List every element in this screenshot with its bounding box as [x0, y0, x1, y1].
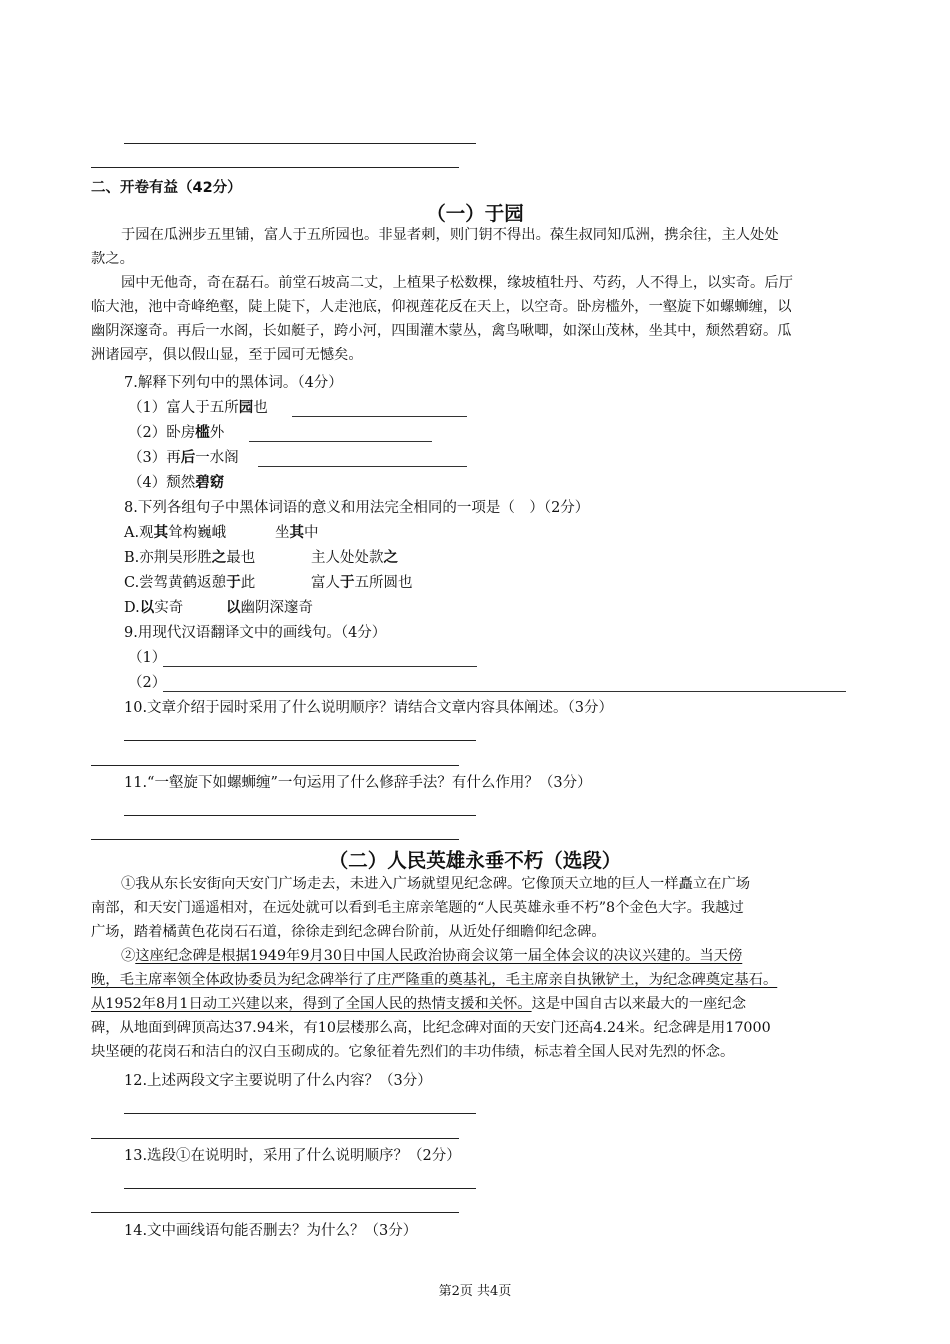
passage-paragraph [91, 271, 793, 367]
section-title: 二、开卷有益（42分） [91, 180, 242, 196]
text-line: ①我从东长安街向天安门广场走去，未进入广场就望见纪念碑。它像顶天立地的巨人一样矗立在广场 [121, 876, 751, 892]
option-d[interactable] [124, 597, 183, 619]
answer-blank[interactable] [163, 691, 846, 692]
passage-title: （二）人民英雄永垂不朽（选段） [328, 849, 622, 872]
q9-item: （2） [128, 675, 167, 691]
answer-line[interactable] [124, 143, 476, 144]
question-8: 8.下列各组句子中黑体词语的意义和用法完全相同的一项是（ ）（2分） [124, 500, 590, 516]
answer-line[interactable] [124, 740, 476, 741]
bold-word: 之 [383, 550, 398, 566]
answer-blank[interactable] [258, 466, 467, 467]
option-d-second [226, 597, 313, 619]
option-text: C.尝驾黄鹤返憩 [124, 575, 227, 591]
option-text: 实奇 [154, 600, 184, 616]
passage-title: （一）于园 [426, 202, 524, 225]
answer-line[interactable] [124, 1113, 476, 1114]
question-12: 12.上述两段文字主要说明了什么内容？（3分） [124, 1073, 432, 1089]
q7-item [128, 472, 224, 494]
bold-word: 槛 [195, 425, 210, 441]
item-text: 外 [209, 425, 225, 441]
answer-blank[interactable] [249, 441, 432, 442]
text-line: 碑，从地面到碑顶高达37.94米，有10层楼那么高，比纪念碑对面的天安门还高4.24米。纪念碑是用17000 [91, 1020, 771, 1036]
question-7: 7.解释下列句中的黑体词。（4分） [124, 375, 343, 391]
bold-word: 其 [153, 525, 169, 541]
underlined-sentence: 晚，毛主席率领全体政协委员为纪念碑举行了庄严隆重的奠基礼，毛主席亲自执锹铲土，为纪念碑奠定基石。 [91, 972, 778, 988]
bold-word: 园 [238, 400, 254, 416]
bold-word: 以 [139, 600, 155, 616]
question-14: 14.文中画线语句能否删去？为什么？（3分） [124, 1223, 418, 1239]
underlined-sentence: 从1952年8月1日动工兴建以来，得到了全国人民的热情支援和关怀。 [91, 996, 532, 1012]
option-text: 最也 [226, 550, 256, 566]
option-text: B.亦荆吴形胜 [124, 550, 212, 566]
option-text: 富人 [311, 575, 340, 591]
text-line: 广场，踏着橘黄色花岗石石道，徐徐走到纪念碑台阶前，从近处仔细瞻仰纪念碑。 [91, 924, 606, 940]
answer-blank[interactable] [292, 416, 467, 417]
option-text: 主人处处款 [311, 550, 384, 566]
answer-line[interactable] [91, 839, 459, 840]
bold-word: 后 [180, 450, 196, 466]
item-text: （1）富人于五所 [128, 400, 239, 416]
text-line: 幽阴深邃奇。再后一水阁，长如艇子，跨小河，四围灌木蒙丛，禽鸟啾唧，如深山茂林，坐其中，颓然碧窈。瓜 [91, 323, 792, 339]
answer-line[interactable] [91, 1138, 459, 1139]
q7-item [128, 422, 224, 444]
text-segment: 这是中国自古以来最大的一座纪念 [531, 996, 747, 1012]
item-text: 一水阁 [195, 450, 239, 466]
answer-line[interactable] [124, 815, 476, 816]
bold-word: 于 [340, 575, 355, 591]
underlined-sentence: 这座纪念碑是根据1949年9月30日中国人民政治协商会议第一届全体会议的决议兴建的。当天傍 [135, 948, 743, 964]
passage-paragraph [91, 944, 777, 1064]
option-c-second [311, 572, 413, 594]
option-b-second [311, 547, 398, 569]
bold-word: 于 [226, 575, 241, 591]
option-text: A.观 [124, 525, 154, 541]
option-text: 幽阴深邃奇 [240, 600, 313, 616]
passage-paragraph [91, 223, 779, 271]
text-line: 洲诸园亭，俱以假山显，至于园可无憾矣。 [91, 347, 363, 363]
text-line: 临大池，池中奇峰绝壑，陡上陡下，人走池底，仰视莲花反在天上，以空奇。卧房槛外，一壑旋下如螺蛳缠，以 [91, 299, 792, 315]
answer-line[interactable] [91, 1212, 459, 1213]
item-text: （2）卧房 [128, 425, 196, 441]
item-text: （3）再 [128, 450, 181, 466]
option-b[interactable] [124, 547, 255, 569]
option-text: 耸构巍峨 [168, 525, 227, 541]
bold-word: 以 [226, 600, 241, 616]
question-11: 11.“一壑旋下如螺蛳缠”一句运用了什么修辞手法？有什么作用？（3分） [124, 775, 592, 791]
question-13: 13.选段①在说明时，采用了什么说明顺序？（2分） [124, 1148, 461, 1164]
option-text: 中 [304, 525, 319, 541]
answer-line[interactable] [124, 1188, 476, 1189]
option-c[interactable] [124, 572, 255, 594]
bold-word: 碧窈 [195, 475, 225, 491]
option-text: 此 [240, 575, 256, 591]
passage-paragraph [91, 872, 750, 944]
answer-blank[interactable] [163, 666, 477, 667]
text-segment: ② [121, 948, 136, 964]
option-text: 五所圆也 [354, 575, 413, 591]
question-10: 10.文章介绍于园时采用了什么说明顺序？请结合文章内容具体阐述。（3分） [124, 700, 614, 716]
answer-line[interactable] [91, 167, 459, 168]
text-line: 款之。 [91, 251, 134, 267]
option-a[interactable] [124, 522, 226, 544]
option-text: D. [124, 600, 140, 616]
option-text: 坐 [275, 525, 290, 541]
item-text: 也 [253, 400, 268, 416]
text-line: 南部，和天安门遥遥相对，在远处就可以看到毛主席亲笔题的“人民英雄永垂不朽”8个金色大字。我越过 [91, 900, 744, 916]
text-line: 园中无他奇，奇在磊石。前堂石坡高二丈，上植果子松数棵，缘坡植牡丹、芍药，人不得上，以实奇。后厅 [121, 275, 793, 291]
question-9: 9.用现代汉语翻译文中的画线句。（4分） [124, 625, 387, 641]
q7-item [128, 397, 268, 419]
page-number: 第2页 共4页 [438, 1284, 512, 1299]
q7-item [128, 447, 239, 469]
answer-line[interactable] [91, 765, 459, 766]
q9-item: （1） [128, 650, 167, 666]
text-line: 块坚硬的花岗石和洁白的汉白玉砌成的。它象征着先烈们的丰功伟绩，标志着全国人民对先烈的怀念。 [91, 1044, 735, 1060]
text-line: 于园在瓜洲步五里铺，富人于五所园也。非显者刺，则门钥不得出。葆生叔同知瓜洲，携余往，主人处处 [121, 227, 779, 243]
bold-word: 其 [289, 525, 304, 541]
option-a-second [275, 522, 319, 544]
bold-word: 之 [211, 550, 227, 566]
item-text: （4）颓然 [128, 475, 196, 491]
